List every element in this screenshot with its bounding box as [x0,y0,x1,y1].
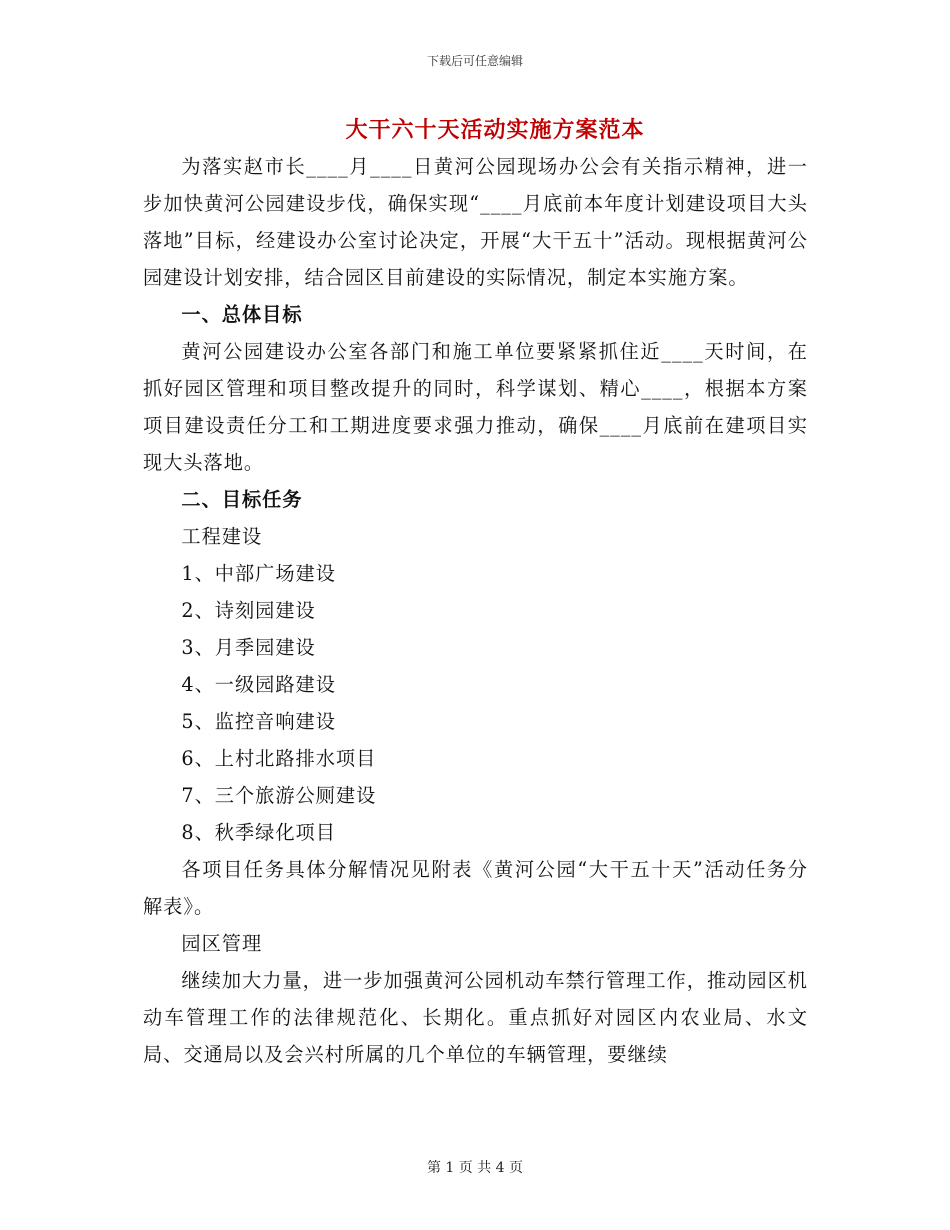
page-number: 第 1 页 共 4 页 [426,1160,524,1176]
task-item: 4、一级园路建设 [181,673,336,696]
intro-paragraph: 为落实赵市长____月____日黄河公园现场办公会有关指示精神，进一步加快黄河公园建设步伐，确保实现“____月底前本年度计划建设项目大头落地”目标，经建设办公室讨论决定，开展“大干五十”活动。现根据黄河公园建设计划安排，结合园区目前建设的实际情况，制定本实施方案。 [143,155,808,289]
task-item: 8、秋季绿化项目 [181,821,336,844]
task-item: 6、上村北路排水项目 [181,747,377,770]
task-item: 2、诗刻园建设 [181,599,316,622]
tasks-note-paragraph: 各项目任务具体分解情况见附表《黄河公园“大干五十天”活动任务分解表》。 [143,858,808,918]
document-title: 大干六十天活动实施方案范本 [345,117,645,143]
task-item: 1、中部广场建设 [181,562,336,585]
document-body [143,148,808,1073]
subheading-management: 园区管理 [181,932,263,955]
management-paragraph: 继续加大力量，进一步加强黄河公园机动车禁行管理工作，推动园区机动车管理工作的法律规范化、长期化。重点抓好对园区内农业局、水文局、交通局以及会兴村所属的几个单位的车辆管理，要继续 [143,969,808,1066]
task-item: 5、监控音响建设 [181,710,336,733]
header-note: 下载后可任意编辑 [426,54,523,68]
task-item: 7、三个旅游公厕建设 [181,784,377,807]
overall-goal-paragraph: 黄河公园建设办公室各部门和施工单位要紧紧抓住近____天时间，在抓好园区管理和项目整改提升的同时，科学谋划、精心____，根据本方案项目建设责任分工和工期进度要求强力推动，确保____月底前在建项目实现大头落地。 [143,340,808,474]
task-item: 3、月季园建设 [181,636,316,659]
section-heading-overall-goal: 一、总体目标 [181,303,303,326]
subheading-engineering: 工程建设 [181,525,263,548]
section-heading-tasks: 二、目标任务 [181,488,303,511]
